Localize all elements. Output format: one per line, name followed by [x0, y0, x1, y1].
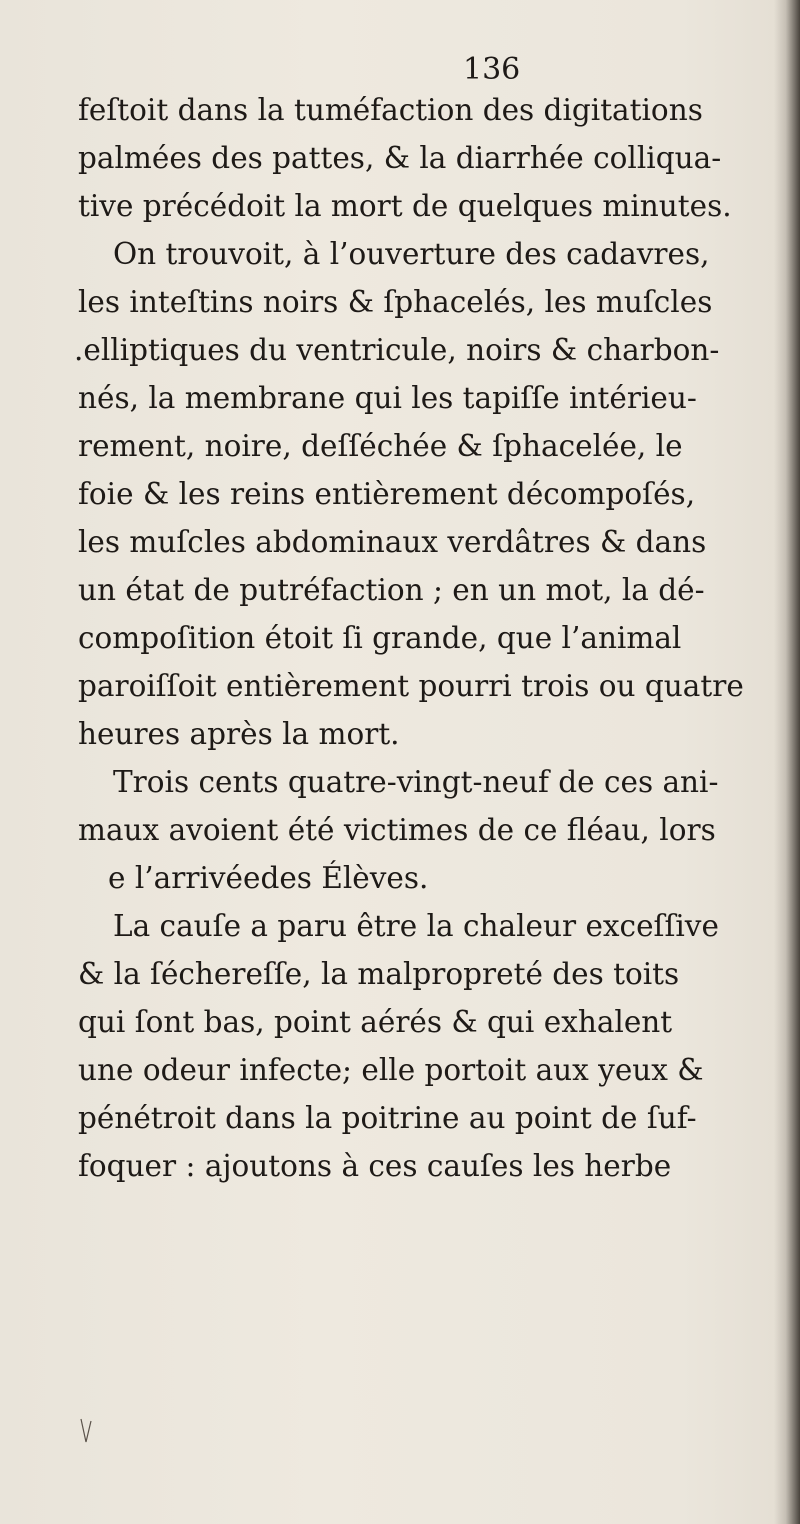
text-line: & la ſéchereſſe, la malpropreté des toits — [78, 957, 680, 991]
text-line: La cauſe a paru être la chaleur exceſſive — [113, 909, 719, 943]
text-line: qui ſont bas, point aérés & qui exhalent — [78, 1005, 673, 1039]
page-binding-shadow — [774, 0, 800, 1524]
text-line: Trois cents quatre-vingt-neuf de ces ani- — [113, 765, 719, 799]
page-number: 136 — [463, 52, 521, 87]
text-line: rement, noire, deſſéchée & ſphacelée, le — [78, 429, 683, 463]
text-line: tive précédoit la mort de quelques minutes. — [78, 189, 732, 223]
text-line: paroiſſoit entièrement pourri trois ou quatre — [78, 669, 744, 703]
text-line: pénétroit dans la poitrine au point de ſuf- — [78, 1101, 697, 1135]
text-line: .elliptiques du ventricule, noirs & charbon- — [74, 333, 720, 367]
stray-pen-mark — [80, 1418, 92, 1444]
text-line: On trouvoit, à l’ouverture des cadavres, — [113, 237, 710, 271]
text-line: foie & les reins entièrement décompoſés, — [78, 477, 696, 511]
text-line: nés, la membrane qui les tapiſſe intérieu- — [78, 381, 697, 415]
text-line: palmées des pattes, & la diarrhée colliqua- — [78, 141, 722, 175]
text-line: les inteſtins noirs & ſphacelés, les muſcles — [78, 285, 713, 319]
text-line: heures après la mort. — [78, 717, 400, 751]
text-line: les muſcles abdominaux verdâtres & dans — [78, 525, 707, 559]
text-line: compoſition étoit ſi grande, que l’animal — [78, 621, 682, 655]
text-line: feſtoit dans la tuméfaction des digitations — [78, 93, 703, 127]
text-line: maux avoient été victimes de ce fléau, lors — [78, 813, 716, 847]
text-line: foquer : ajoutons à ces cauſes les herbe — [78, 1149, 672, 1183]
text-line: un état de putréfaction ; en un mot, la dé- — [78, 573, 705, 607]
text-line: une odeur infecte; elle portoit aux yeux & — [78, 1053, 704, 1087]
text-line: e l’arrivéedes Élèves. — [108, 861, 429, 895]
